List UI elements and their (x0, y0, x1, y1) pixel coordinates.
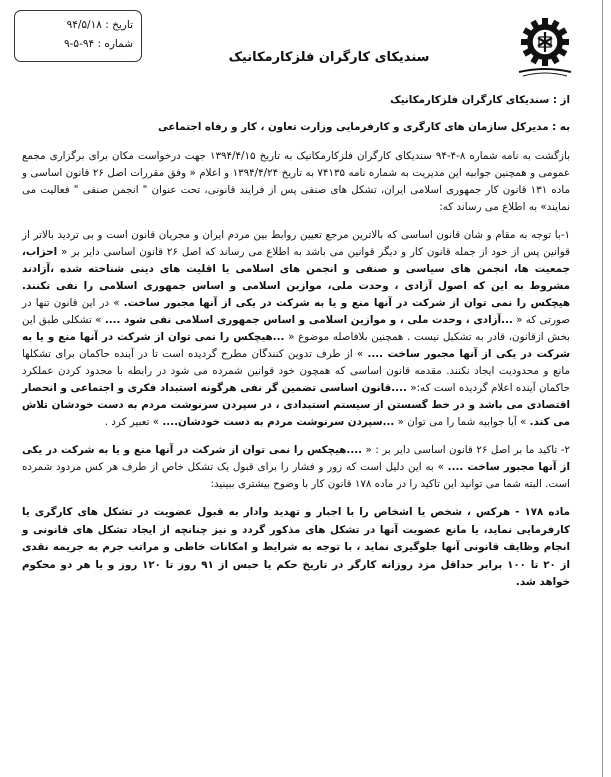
article-178-paragraph: ماده ۱۷۸ - هرکس ، شخص یا اشخاص را با اجبار و تهدید وادار به قبول عضویت در تشکل های کارگری یا کارفرمایی نماید، یا مانع عضویت آنها در تشکل های مذکور گردد و نیز چنانچه از ایجاد تشکل های قانونی و انجام وظایف قانونی آنها جلوگیری نماید ، با توجه به شرایط و امکانات خاطی و مراتب جرم به جریمه نقدی از ۲۰ تا ۱۰۰ برابر حداقل مزد روزانه کارگر در تاریخ حکم یا حبس از ۹۱ روز تا ۱۲۰ روز و یا هر دو محکوم خواهد شد. (22, 506, 571, 588)
p1-segment: » در این قانون تنها در صورتی که « (22, 297, 571, 326)
p1-segment: ...سپردن سرنوشت مردم به دست خودشان.... (162, 416, 395, 428)
p2-segment: » به این دلیل است که زور و فشار را برای قبول یک تشکل خاص از طرف هر کس مردود شمرده است. البته شما می توانید این تاکید را در ماده ۱۷۸ قانون کار با وضوح بیشتری ببینید: (22, 461, 570, 490)
p1-segment: » از طرف تدوین کنندگان مطرح گردیده است تا در آینده حاکمان برای تشکلها مانع و محدودیت ایجاد نکنند. مقدمه قانون اساسی که همچون خود قوانین شمرده می شود در رابطه با محدود کردن عملکرد حاکمان آینده اعلام گردیده است که:« (22, 348, 571, 394)
gear-emblem-icon (517, 12, 573, 78)
letter-body (22, 92, 570, 592)
recipient-line: به : مدیرکل سازمان های کارگری و کارفرمایی وزارت تعاون ، کار و رفاه اجتماعی (157, 121, 570, 133)
p1-segment: ....قانون اساسی تضمین گر نفی هرگونه استبداد فکری و اجتماعی و انحصار اقتصادی می باشد و در خط گسستن از سیستم استبدادی ، در سپردن سرنوشت مردم به دست خودشان تلاش می کند. (22, 382, 570, 428)
paragraph-2 (22, 442, 570, 493)
intro-paragraph: بازگشت به نامه شماره ۸-۴-۹۴ سندیکای کارگران فلزکارمکانیک به تاریخ ۱۳۹۴/۴/۱۵ جهت درخواست مکان برای برگزاری مجمع عمومی و همچنین جوابیه این مدیریت به شماره نامه ۷۴۱۳۵ به تاریخ ۱۳۹۴/۴/۲۴ و اعلام « وفق مقررات اصل ۲۶ قانون اساسی و ماده ۱۳۱ قانون کار جمهوری اسلامی ایران، تشکل های صنفی پس از فرایند قانونی، تحت عنوان " انجمن صنفی " فعالیت می نمایند» به اطلاع می رساند که: (22, 150, 570, 213)
paragraph-1 (22, 227, 570, 431)
date-row (23, 16, 133, 35)
date-value: ۹۴/۵/۱۸ (66, 19, 102, 31)
number-row (23, 35, 133, 54)
date-label: تاریخ : (105, 19, 133, 31)
p2-segment: ۲- تاکید ما بر اصل ۲۶ قانون اساسی دایر بر : « (362, 444, 570, 456)
number-label: شماره : (97, 38, 133, 50)
p1-segment: ...آزادی ، وحدت ملی ، و موازین اسلامی و اساس جمهوری اسلامی نفی شود .... (104, 314, 513, 326)
number-value: ۹۴-۵-۹ (63, 38, 95, 50)
sender-line: از : سندیکای کارگران فلزکارمکانیک (390, 94, 570, 106)
page-title: سندیکای کارگران فلزکارمکانیک (228, 50, 430, 65)
date-number-box (14, 10, 142, 62)
p1-segment: ...هیچکس را نمی توان از شرکت در آنها منع و یا به شرکت در یکی از آنها مجبور ساخت .... (22, 331, 570, 360)
p2-segment: ....هیچکس را نمی توان از شرکت در آنها منع و یا به شرکت در یکی از آنها مجبور ساخت .... (22, 444, 570, 473)
p1-segment: » آیا جوابیه شما را می توان « (394, 416, 530, 428)
letterhead (0, 0, 603, 80)
p1-segment: » تعبیر کرد . (104, 416, 163, 428)
p1-segment: احزاب، جمعیت ها، انجمن های سیاسی و صنفی و انجمن های اسلامی یا اقلیت های دینی شناخته شده ،آزادند مشروط به این که اصول آزادی ، وحدت ملی، موازین اسلامی و اساس جمهوری اسلامی را نفی نکنند. هیچکس را نمی توان از شرکت در آنها منع و یا به شرکت در یکی از آنها مجبور ساخت. (22, 246, 570, 309)
p1-segment: » تشکلی طبق این بخش ازقانون، قادر به تشکیل نیست . همچنین بلافاصله موضوع « (22, 314, 571, 343)
p1-segment: ۱-با توجه به مقام و شان قانون اساسی که بالاترین مرجع تعیین روابط بین مردم ایران و مجریان قانون است و بی تردید بالاتر از قوانین پس از خود از جمله قانون کار و دیگر قوانین می باشد به اطلاع می رساند که اصل ۲۶ قانون اساسی دایر بر « (22, 229, 570, 258)
